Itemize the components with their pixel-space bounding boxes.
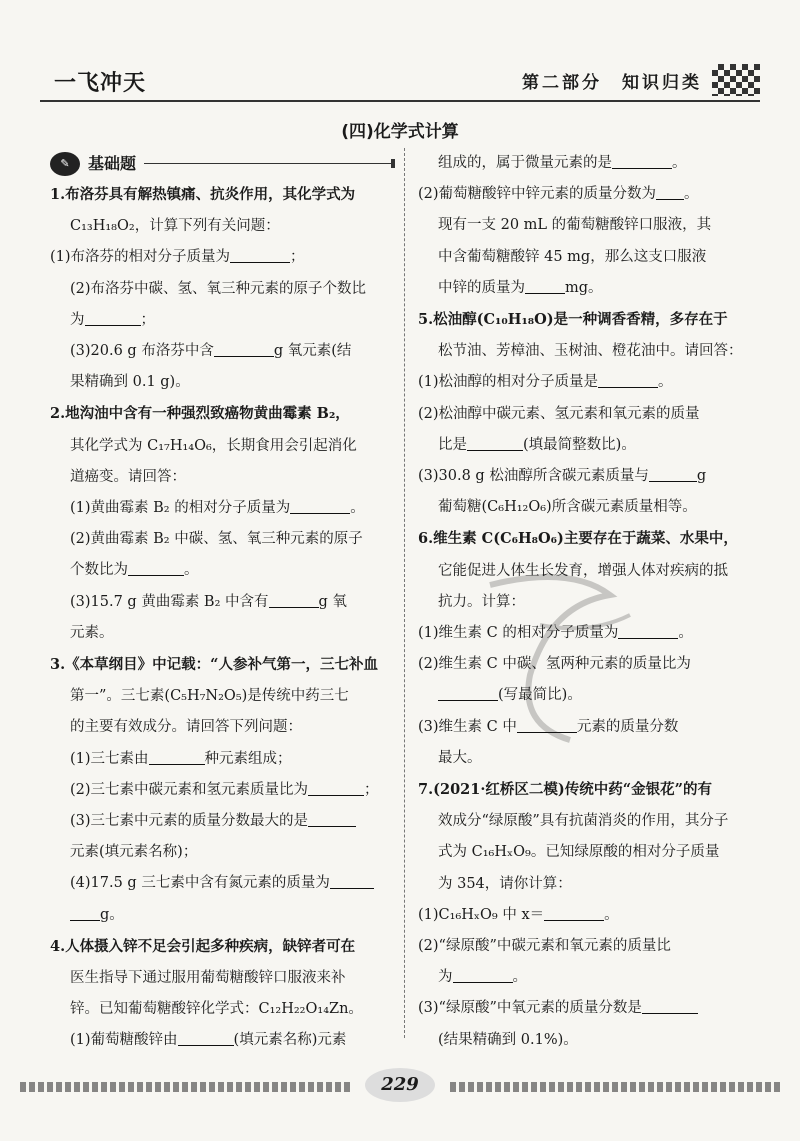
line-text: 组成的，属于微量元素的是 xyxy=(438,155,612,171)
line-text: 5.松油醇(C₁₀H₁₈O)是一种调香香精，多存在于 xyxy=(418,311,728,329)
badge-rule xyxy=(144,163,395,164)
answer-blank[interactable] xyxy=(330,870,374,889)
line-text: (2)“绿原酸”中碳元素和氧元素的质量比 xyxy=(418,938,671,955)
line-text: 的主要有效成分。请回答下列问题： xyxy=(70,719,302,736)
line-text: (3)三七素中元素的质量分数最大的是 xyxy=(70,813,309,830)
line-tail-text: mg。 xyxy=(565,279,603,296)
line-text: 个数比为 xyxy=(70,562,128,579)
line-text: (1)C₁₆HₓO₉ 中 x＝ xyxy=(418,906,545,923)
line-tail-text: g 氧 xyxy=(318,593,347,610)
line-text: 第一”。三七素(C₅H₇N₂O₅)是传统中药三七 xyxy=(70,688,349,705)
question-line xyxy=(418,273,763,304)
question-line xyxy=(418,837,763,868)
question-line xyxy=(50,837,395,868)
line-text: 4.人体摄入锌不足会引起多种疾病，缺锌者可在 xyxy=(50,937,356,955)
line-tail-text: ； xyxy=(140,311,155,328)
line-text: 式为 C₁₆HₓO₉。已知绿原酸的相对分子质量 xyxy=(438,844,720,861)
question-stem-line xyxy=(418,523,763,555)
line-text: 抗力。计算： xyxy=(438,593,525,610)
question-stem-line xyxy=(50,649,395,681)
question-line xyxy=(50,367,395,398)
page-number: 229 xyxy=(365,1068,435,1102)
left-question-lines xyxy=(50,179,395,1057)
question-line xyxy=(418,179,763,210)
answer-blank[interactable] xyxy=(308,777,364,796)
question-line xyxy=(418,336,763,367)
question-line xyxy=(50,618,395,649)
question-line xyxy=(50,994,395,1025)
question-line xyxy=(418,1025,763,1056)
question-line xyxy=(50,493,395,524)
question-line xyxy=(418,367,763,398)
question-line xyxy=(418,993,763,1024)
section-badge xyxy=(50,148,395,179)
question-line xyxy=(418,931,763,962)
page-title: (四)化学式计算 xyxy=(341,122,459,142)
answer-blank[interactable] xyxy=(517,714,577,733)
line-text: 松节油、芳樟油、玉树油、橙花油中。请回答： xyxy=(438,343,743,360)
line-text: 为 354，请你计算： xyxy=(438,875,572,892)
answer-blank[interactable] xyxy=(544,902,604,921)
question-stem-line xyxy=(50,398,395,430)
line-tail-text: ； xyxy=(364,781,379,798)
question-line xyxy=(418,806,763,837)
answer-blank[interactable] xyxy=(467,432,523,451)
question-line xyxy=(50,305,395,336)
line-text: 锌。已知葡萄糖酸锌化学式：C₁₂H₂₂O₁₄Zn。 xyxy=(70,1001,363,1018)
question-line xyxy=(50,681,395,712)
line-tail-text: 。 xyxy=(604,906,619,923)
question-stem-line xyxy=(418,774,763,806)
answer-blank[interactable] xyxy=(598,369,658,388)
answer-blank[interactable] xyxy=(618,620,678,639)
question-stem-line xyxy=(418,304,763,336)
question-line xyxy=(418,962,763,993)
question-line xyxy=(50,211,395,242)
line-text: 元素(填元素名称)； xyxy=(70,844,198,861)
question-line xyxy=(418,492,763,523)
question-line xyxy=(418,900,763,931)
line-text: (3)“绿原酸”中氧元素的质量分数是 xyxy=(418,1000,642,1017)
page-header xyxy=(40,58,760,98)
answer-blank[interactable] xyxy=(453,964,513,983)
question-line xyxy=(418,399,763,430)
question-line xyxy=(50,336,395,367)
question-line xyxy=(50,242,395,273)
line-text: (4)17.5 g 三七素中含有氮元素的质量为 xyxy=(70,875,330,892)
line-text: (3)15.7 g 黄曲霉素 B₂ 中含有 xyxy=(70,593,269,610)
line-tail-text: (填元素名称)元素 xyxy=(233,1032,347,1049)
answer-blank[interactable] xyxy=(149,746,205,765)
answer-blank[interactable] xyxy=(642,995,698,1014)
line-text: 6.维生素 C(C₆H₈O₆)主要存在于蔬菜、水果中， xyxy=(418,530,738,548)
column-divider xyxy=(404,148,405,1038)
answer-blank[interactable] xyxy=(269,589,319,608)
line-text: (3)20.6 g 布洛芬中含 xyxy=(70,343,214,360)
badge-icon: ✎ xyxy=(50,152,80,176)
answer-blank[interactable] xyxy=(128,557,184,576)
line-tail-text: 。 xyxy=(512,969,527,986)
question-line xyxy=(418,461,763,492)
question-line xyxy=(418,680,763,711)
answer-blank[interactable] xyxy=(649,463,697,482)
line-text: (结果精确到 0.1%)。 xyxy=(438,1031,578,1048)
line-text: 为 xyxy=(70,311,85,328)
question-line xyxy=(50,963,395,994)
line-text: 为 xyxy=(438,969,453,986)
line-text: (2)黄曲霉素 B₂ 中碳、氢、氧三种元素的原子 xyxy=(70,531,363,548)
line-tail-text: 。 xyxy=(672,155,687,171)
question-line xyxy=(418,618,763,649)
question-line xyxy=(50,900,395,931)
answer-blank[interactable] xyxy=(612,150,672,169)
question-line xyxy=(418,869,763,900)
question-line xyxy=(50,744,395,775)
line-tail-text: 元素的质量分数 xyxy=(576,718,679,735)
line-text: (2)松油醇中碳元素、氢元素和氧元素的质量 xyxy=(418,405,700,422)
question-line xyxy=(50,712,395,743)
line-text: 最大。 xyxy=(438,749,482,766)
question-line xyxy=(418,712,763,743)
right-column xyxy=(418,148,763,1056)
question-line xyxy=(50,431,395,462)
question-line xyxy=(50,274,395,305)
line-text: C₁₃H₁₈O₂，计算下列有关问题： xyxy=(70,218,280,235)
line-tail-text: 。 xyxy=(184,562,199,579)
line-text: 3.《本草纲目》中记载：“人参补气第一，三七补血 xyxy=(50,656,378,674)
question-line xyxy=(50,1025,395,1056)
footer-decoration-right xyxy=(450,1082,780,1092)
question-stem-line xyxy=(50,931,395,963)
line-text: 葡萄糖(C₆H₁₂O₆)所含碳元素质量相等。 xyxy=(438,499,697,516)
line-text: 7.(2021·红桥区二模)传统中药“金银花”的有 xyxy=(418,781,712,799)
line-text: (2)葡萄糖酸锌中锌元素的质量分数为 xyxy=(418,186,657,203)
question-line xyxy=(418,649,763,680)
line-text: (2)维生素 C 中碳、氢两种元素的质量比为 xyxy=(418,656,691,673)
answer-blank[interactable] xyxy=(70,902,100,921)
line-text: 效成分“绿原酸”具有抗菌消炎的作用，其分子 xyxy=(438,813,729,830)
badge-label: 基础题 xyxy=(88,153,137,173)
line-text: 道癌变。请回答： xyxy=(70,468,186,485)
answer-blank[interactable] xyxy=(656,181,684,200)
footer-decoration-left xyxy=(20,1082,350,1092)
question-line xyxy=(50,868,395,899)
right-question-lines xyxy=(418,148,763,1056)
line-tail-text: 。 xyxy=(658,374,673,391)
question-line xyxy=(418,210,763,241)
line-text: (1)维生素 C 的相对分子质量为 xyxy=(418,625,619,642)
line-text: 医生指导下通过服用葡萄糖酸锌口服液来补 xyxy=(70,970,346,987)
page-footer xyxy=(0,1068,800,1108)
line-tail-text: 。 xyxy=(684,186,699,203)
answer-blank[interactable] xyxy=(230,244,290,263)
header-rule xyxy=(40,100,760,102)
line-tail-text: (填最简整数比)。 xyxy=(523,436,636,453)
section-label: 第二部分 知识归类 xyxy=(522,73,702,93)
line-text: 果精确到 0.1 g)。 xyxy=(70,374,190,391)
question-line xyxy=(50,524,395,555)
question-line xyxy=(50,806,395,837)
line-text: 2.地沟油中含有一种强烈致癌物黄曲霉素 B₂， xyxy=(50,405,350,423)
line-text: (2)三七素中碳元素和氢元素质量比为 xyxy=(70,781,309,798)
question-line xyxy=(50,775,395,806)
line-tail-text: (写最简比)。 xyxy=(498,687,582,704)
line-text: (1)黄曲霉素 B₂ 的相对分子质量为 xyxy=(70,500,291,517)
line-text: (3)维生素 C 中 xyxy=(418,718,517,735)
answer-blank[interactable] xyxy=(308,808,356,827)
question-line xyxy=(418,242,763,273)
line-text: (1)松油醇的相对分子质量是 xyxy=(418,374,599,391)
line-text: 元素。 xyxy=(70,624,114,641)
question-line xyxy=(418,743,763,774)
line-text: 中锌的质量为 xyxy=(438,279,525,296)
line-text: 它能促进人体生长发育，增强人体对疾病的抵 xyxy=(438,562,728,579)
line-text: 中含葡萄糖酸锌 45 mg，那么这支口服液 xyxy=(438,248,707,265)
answer-blank[interactable] xyxy=(290,495,350,514)
question-line xyxy=(418,148,763,179)
line-tail-text: g。 xyxy=(100,906,124,923)
line-tail-text: 。 xyxy=(678,625,693,642)
answer-blank[interactable] xyxy=(214,338,274,357)
question-line xyxy=(50,587,395,618)
left-column xyxy=(50,148,395,1057)
answer-blank[interactable] xyxy=(438,682,498,701)
line-tail-text: 。 xyxy=(350,500,365,517)
line-text: (1)布洛芬的相对分子质量为 xyxy=(50,249,231,266)
line-tail-text: g xyxy=(696,468,707,485)
question-line xyxy=(418,556,763,587)
line-tail-text: 种元素组成； xyxy=(204,750,292,767)
line-text: (3)30.8 g 松油醇所含碳元素质量与 xyxy=(418,468,649,485)
brand-logo: 一飞冲天 xyxy=(54,71,147,96)
answer-blank[interactable] xyxy=(178,1027,234,1046)
line-tail-text: g 氧元素(结 xyxy=(273,343,352,360)
question-line xyxy=(50,462,395,493)
checker-decoration xyxy=(712,64,760,96)
line-text: (2)布洛芬中碳、氢、氧三种元素的原子个数比 xyxy=(70,280,367,297)
line-tail-text: ； xyxy=(290,249,305,266)
line-text: (1)葡萄糖酸锌由 xyxy=(70,1032,178,1049)
line-text: 其化学式为 C₁₇H₁₄O₆，长期食用会引起消化 xyxy=(70,437,357,454)
line-text: 比是 xyxy=(438,436,467,453)
answer-blank[interactable] xyxy=(525,275,565,294)
question-stem-line xyxy=(50,179,395,211)
question-line xyxy=(50,555,395,586)
line-text: (1)三七素由 xyxy=(70,750,149,767)
question-line xyxy=(418,430,763,461)
answer-blank[interactable] xyxy=(85,307,141,326)
line-text: 1.布洛芬具有解热镇痛、抗炎作用，其化学式为 xyxy=(50,186,356,203)
line-text: 现有一支 20 mL 的葡萄糖酸锌口服液，其 xyxy=(438,217,712,234)
question-line xyxy=(418,587,763,618)
